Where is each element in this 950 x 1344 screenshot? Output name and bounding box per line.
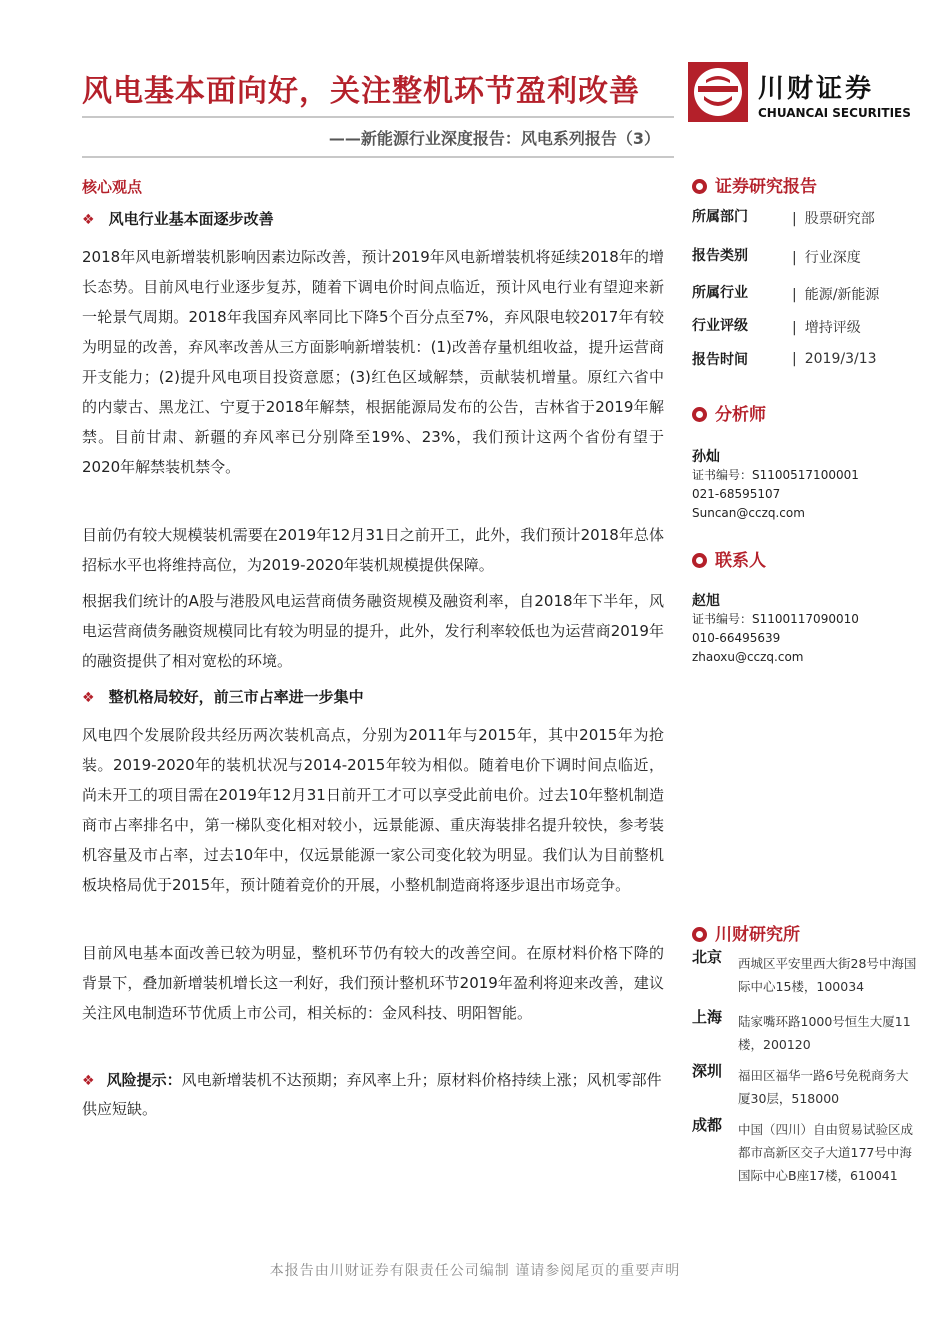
subtitle-rule [82, 156, 674, 158]
office-address-shenzhen: 福田区福华一路6号免税商务大厦30层，518000 [738, 1068, 909, 1106]
section-marker-icon [692, 927, 707, 942]
office-city-beijing: 北京 [692, 948, 723, 966]
logo-english-name: CHUANCAI SECURITIES [758, 106, 911, 120]
securities-report-heading: 证券研究报告 [692, 172, 817, 197]
info-label-category: 报告类别 [692, 248, 748, 264]
section-marker-icon [692, 553, 707, 568]
section-1-paragraph-1: 2018年风电新增装机影响因素边际改善，预计2019年风电新增装机将延续2018年的增长态势。目前风电行业逐步复苏，随着下调电价时间点临近，预计风电行业有望迎来新一轮景气周期。2018年我国弃风率同比下降5个百分点至7%，弃风限电较2017年有较为明显的改善，弃风率改善从三方面影响新增装机：(1)改善存量机组收益，提升运营商开支能力；(2)提升风电项目投资意愿；(3)红色区域解禁，贡献装机增量。原红六省中的内蒙古、黑龙江、宁夏于2018年解禁，根据能源局发布的公告，吉林省于2019年解禁。目前甘肃、新疆的弃风率已分别降至19%、23%，我们预计这两个省份有望于2020年解禁装机禁令。 [82, 248, 664, 476]
analyst-email[interactable]: Suncan@cczq.com [692, 506, 805, 520]
section-2-paragraph-2: 目前风电基本面改善已较为明显，整机环节仍有较大的改善空间。在原材料价格下降的背景下，叠加新增装机增长这一利好，我们预计整机环节2019年盈利将迎来改善，建议关注风电制造环节优质上市公司，相关标的：金风科技、明阳智能。 [82, 944, 664, 1022]
analyst-name: 孙灿 [692, 449, 720, 465]
section-marker-icon [692, 407, 707, 422]
logo-chinese-name: 川财证券 [758, 74, 875, 104]
risk-warning [82, 1066, 664, 1123]
risk-text: 风电新增装机不达预期；弃风率上升；原材料价格持续上涨；风机零部件供应短缺。 [82, 1071, 662, 1118]
section-2-title [82, 686, 664, 707]
analyst-phone: 021-68595107 [692, 487, 781, 501]
info-value-industry: | 能源/新能源 [792, 284, 879, 304]
info-value-department: | 股票研究部 [792, 208, 875, 228]
chuancai-logo-icon [688, 62, 748, 122]
report-subtitle: ——新能源行业深度报告：风电系列报告（3） [328, 129, 660, 148]
office-city-shanghai: 上海 [692, 1008, 723, 1026]
risk-label: 风险提示： [106, 1071, 182, 1089]
analyst-cert: 证书编号：S1100517100001 [692, 468, 859, 482]
office-city-chengdu: 成都 [692, 1116, 723, 1134]
contact-name: 赵旭 [692, 593, 720, 609]
section-2-title-text: 整机格局较好，前三市占率进一步集中 [108, 688, 364, 706]
core-views-heading: 核心观点 [82, 178, 143, 196]
info-value-category: | 行业深度 [792, 247, 861, 267]
office-address-chengdu: 中国（四川）自由贸易试验区成都市高新区交子大道177号中海国际中心B座17楼，610041 [738, 1122, 914, 1183]
diamond-bullet-icon: ❖ [82, 1073, 95, 1089]
info-label-department: 所属部门 [692, 209, 748, 225]
analyst-heading: 分析师 [692, 400, 766, 425]
info-label-date: 报告时间 [692, 352, 748, 368]
header-rule [82, 116, 674, 118]
contact-email[interactable]: zhaoxu@cczq.com [692, 650, 804, 664]
company-logo [688, 62, 910, 128]
section-marker-icon [692, 179, 707, 194]
institute-heading: 川财研究所 [692, 920, 800, 945]
contact-cert: 证书编号：S1100117090010 [692, 612, 859, 626]
info-label-industry: 所属行业 [692, 285, 748, 301]
contact-heading: 联系人 [692, 546, 766, 571]
info-value-date: | 2019/3/13 [792, 351, 877, 367]
section-1-paragraph-3: 根据我们统计的A股与港股风电运营商债务融资规模及融资利率，自2018年下半年，风电运营商债务融资规模同比有较为明显的提升，此外，发行利率较低也为运营商2019年的融资提供了相对宽松的环境。 [82, 592, 664, 670]
section-1-paragraph-2: 目前仍有较大规模装机需要在2019年12月31日之前开工，此外，我们预计2018年总体招标水平也将维持高位，为2019-2020年装机规模提供保障。 [82, 526, 664, 574]
section-1-title-text: 风电行业基本面逐步改善 [108, 210, 274, 228]
diamond-bullet-icon: ❖ [82, 212, 95, 228]
diamond-bullet-icon: ❖ [82, 690, 95, 706]
report-title: 风电基本面向好，关注整机环节盈利改善 [82, 74, 640, 109]
office-address-beijing: 西城区平安里西大街28号中海国际中心15楼，100034 [738, 956, 917, 994]
info-label-rating: 行业评级 [692, 318, 748, 334]
office-city-shenzhen: 深圳 [692, 1062, 723, 1080]
section-2-paragraph-1: 风电四个发展阶段共经历两次装机高点，分别为2011年与2015年，其中2015年为抢装。2019-2020年的装机状况与2014-2015年较为相似。随着电价下调时间点临近，尚未开工的项目需在2019年12月31日前开工才可以享受此前电价。过去10年整机制造商市占率排名中，第一梯队变化相对较小，远景能源、重庆海装排名提升较快，参考装机容量及市占率，过去10年中，仅远景能源一家公司变化较为明显。我们认为目前整机板块格局优于2015年，预计随着竞价的开展，小整机制造商将逐步退出市场竞争。 [82, 726, 664, 894]
section-1-title [82, 208, 664, 229]
page-footer: 本报告由川财证券有限责任公司编制 谨请参阅尾页的重要声明 [269, 1263, 681, 1279]
office-address-shanghai: 陆家嘴环路1000号恒生大厦11楼，200120 [738, 1014, 911, 1052]
contact-phone: 010-66495639 [692, 631, 781, 645]
info-value-rating: | 增持评级 [792, 317, 861, 337]
